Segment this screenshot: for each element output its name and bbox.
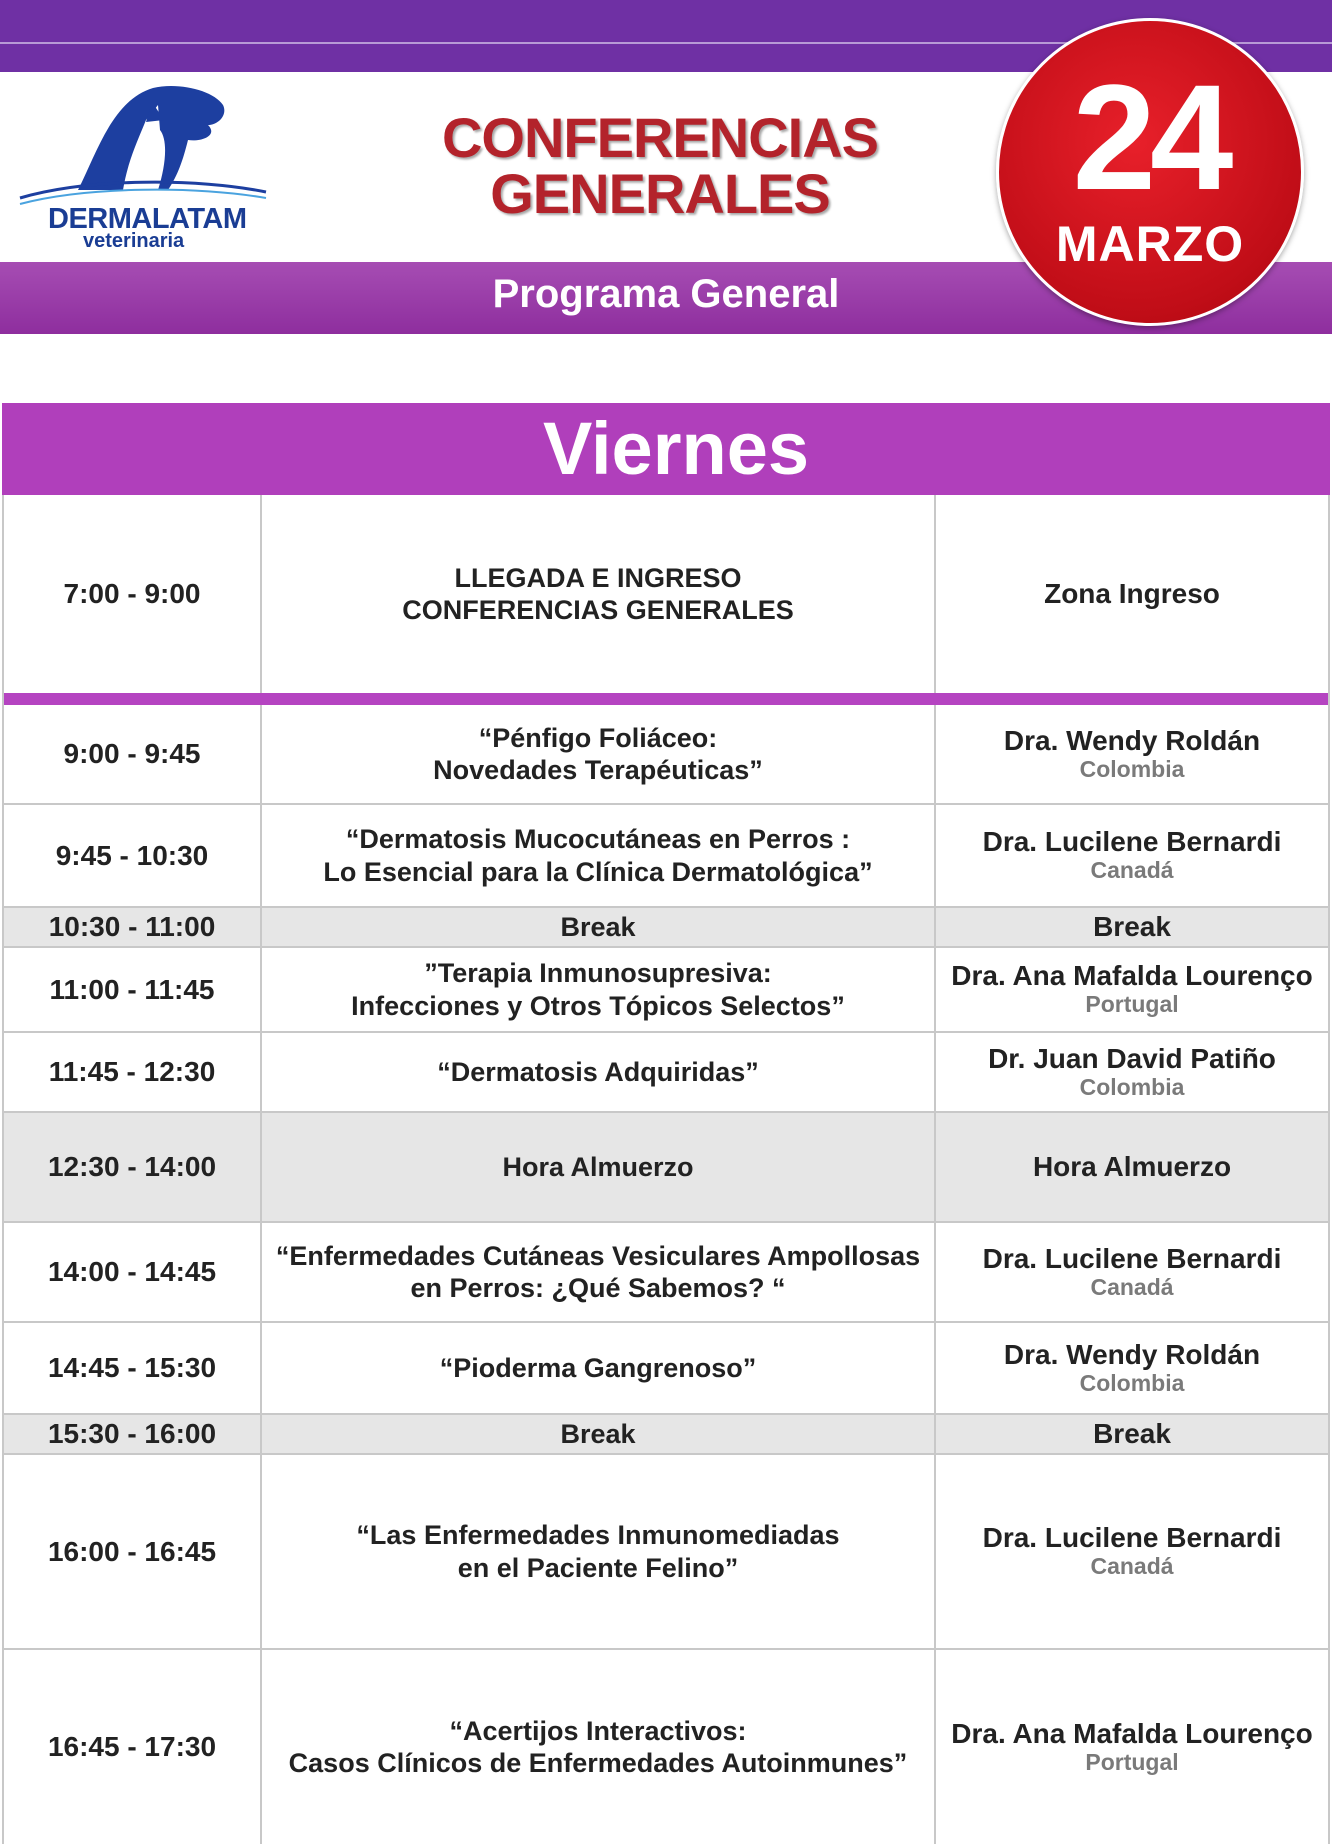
schedule-row (4, 1455, 1328, 1650)
time-cell: 9:45 - 10:30 (4, 805, 262, 906)
time-cell: 14:00 - 14:45 (4, 1223, 262, 1321)
speaker-country: Canadá (1090, 857, 1174, 884)
speaker-country: Colombia (1079, 755, 1185, 782)
topic-line: “Enfermedades Cutáneas Vesiculares Ampollosas (275, 1240, 921, 1271)
speaker-name: Break (1093, 1417, 1171, 1449)
speaker-cell (936, 1033, 1328, 1111)
schedule-row (4, 1323, 1328, 1415)
schedule-row (4, 1113, 1328, 1223)
topic-cell (262, 1033, 936, 1111)
speaker-cell (936, 1223, 1328, 1321)
schedule-row (4, 948, 1328, 1033)
speaker-country: Portugal (1085, 1748, 1179, 1775)
topic-line: Casos Clínicos de Enfermedades Autoinmunes” (288, 1748, 908, 1778)
speaker-name: Dr. Juan David Patiño (988, 1042, 1276, 1074)
speaker-cell (936, 1650, 1328, 1844)
speaker-name: Hora Almuerzo (1032, 1150, 1232, 1182)
speaker-name: Break (1093, 910, 1171, 942)
topic-cell (262, 1113, 936, 1221)
topic-cell (262, 1415, 936, 1453)
schedule-row (4, 805, 1328, 908)
topic-cell (262, 1455, 936, 1648)
logo-name: DERMALATAM (48, 203, 247, 235)
speaker-cell (936, 1323, 1328, 1413)
topic-line: Hora Almuerzo (502, 1151, 694, 1182)
topic-cell (262, 805, 936, 906)
topic-line: Break (560, 1418, 636, 1449)
schedule-row (4, 495, 1328, 705)
topic-line: Novedades Terapéuticas” (433, 755, 763, 785)
topic-line: en Perros: ¿Qué Sabemos? “ (410, 1273, 786, 1303)
topic-line: CONFERENCIAS GENERALES (402, 595, 794, 625)
date-month: MARZO (1055, 216, 1245, 272)
time-cell: 10:30 - 11:00 (4, 908, 262, 946)
schedule-row (4, 1223, 1328, 1323)
speaker-country: Canadá (1090, 1273, 1174, 1300)
speaker-cell (936, 495, 1328, 693)
topic-line: Break (560, 911, 636, 942)
speaker-country: Colombia (1079, 1073, 1185, 1100)
speaker-name: Dra. Wendy Roldán (1003, 724, 1261, 756)
speaker-name: Dra. Ana Mafalda Lourenço (951, 1717, 1313, 1749)
speaker-name: Dra. Lucilene Bernardi (982, 826, 1282, 858)
speaker-cell (936, 705, 1328, 803)
weekday-label: Viernes (542, 407, 810, 490)
schedule-row (4, 1415, 1328, 1455)
speaker-country: Colombia (1079, 1369, 1185, 1396)
time-cell: 16:00 - 16:45 (4, 1455, 262, 1648)
speaker-country: Portugal (1085, 991, 1179, 1018)
topic-cell (262, 908, 936, 946)
speaker-name: Dra. Lucilene Bernardi (982, 1522, 1282, 1554)
time-cell: 15:30 - 16:00 (4, 1415, 262, 1453)
speaker-name: Dra. Ana Mafalda Lourenço (951, 960, 1313, 992)
title-line-1: CONFERENCIAS (441, 106, 879, 169)
topic-line: Infecciones y Otros Tópicos Selectos” (351, 990, 845, 1021)
date-day: 24 (1072, 53, 1228, 221)
topic-cell (262, 1323, 936, 1413)
topic-cell (262, 1650, 936, 1844)
time-cell: 7:00 - 9:00 (4, 495, 262, 693)
speaker-name: Dra. Wendy Roldán (1003, 1338, 1261, 1370)
schedule-table (2, 495, 1330, 1844)
speaker-cell (936, 1415, 1328, 1453)
speaker-cell (936, 805, 1328, 906)
speaker-cell (936, 948, 1328, 1031)
topic-line: “Pioderma Gangrenoso” (439, 1352, 757, 1383)
time-cell: 14:45 - 15:30 (4, 1323, 262, 1413)
schedule-row (4, 1033, 1328, 1113)
speaker-name: Zona Ingreso (1044, 577, 1220, 609)
topic-cell (262, 1223, 936, 1321)
speaker-cell (936, 1455, 1328, 1648)
time-cell: 11:45 - 12:30 (4, 1033, 262, 1111)
program-label: Programa General (492, 272, 840, 316)
dermalatam-logo (18, 80, 268, 260)
speaker-country: Canadá (1090, 1553, 1174, 1580)
topic-line: LLEGADA E INGRESO (454, 562, 742, 593)
topic-line: ”Terapia Inmunosupresiva: (424, 958, 772, 989)
time-cell: 12:30 - 14:00 (4, 1113, 262, 1221)
topic-line: en el Paciente Felino” (457, 1552, 739, 1583)
topic-cell (262, 948, 936, 1031)
logo-subtitle: veterinaria (83, 230, 185, 252)
topic-line: “Las Enfermedades Inmunomediadas (356, 1520, 840, 1551)
title-line-2: GENERALES (490, 162, 830, 225)
schedule-row (4, 908, 1328, 948)
schedule-row (4, 705, 1328, 805)
speaker-name: Dra. Lucilene Bernardi (982, 1242, 1282, 1274)
time-cell: 11:00 - 11:45 (4, 948, 262, 1031)
topic-line: “Dermatosis Adquiridas” (437, 1056, 759, 1087)
topic-line: “Acertijos Interactivos: (449, 1715, 747, 1746)
schedule-row (4, 1650, 1328, 1844)
time-cell: 9:00 - 9:45 (4, 705, 262, 803)
topic-line: Lo Esencial para la Clínica Dermatológica” (323, 856, 873, 887)
topic-line: “Pénfigo Foliáceo: (478, 722, 718, 753)
speaker-cell (936, 1113, 1328, 1221)
time-cell: 16:45 - 17:30 (4, 1650, 262, 1844)
speaker-cell (936, 908, 1328, 946)
topic-cell (262, 705, 936, 803)
conference-title (400, 106, 920, 225)
topic-line: “Dermatosis Mucocutáneas en Perros : (345, 824, 851, 855)
topic-cell (262, 495, 936, 693)
